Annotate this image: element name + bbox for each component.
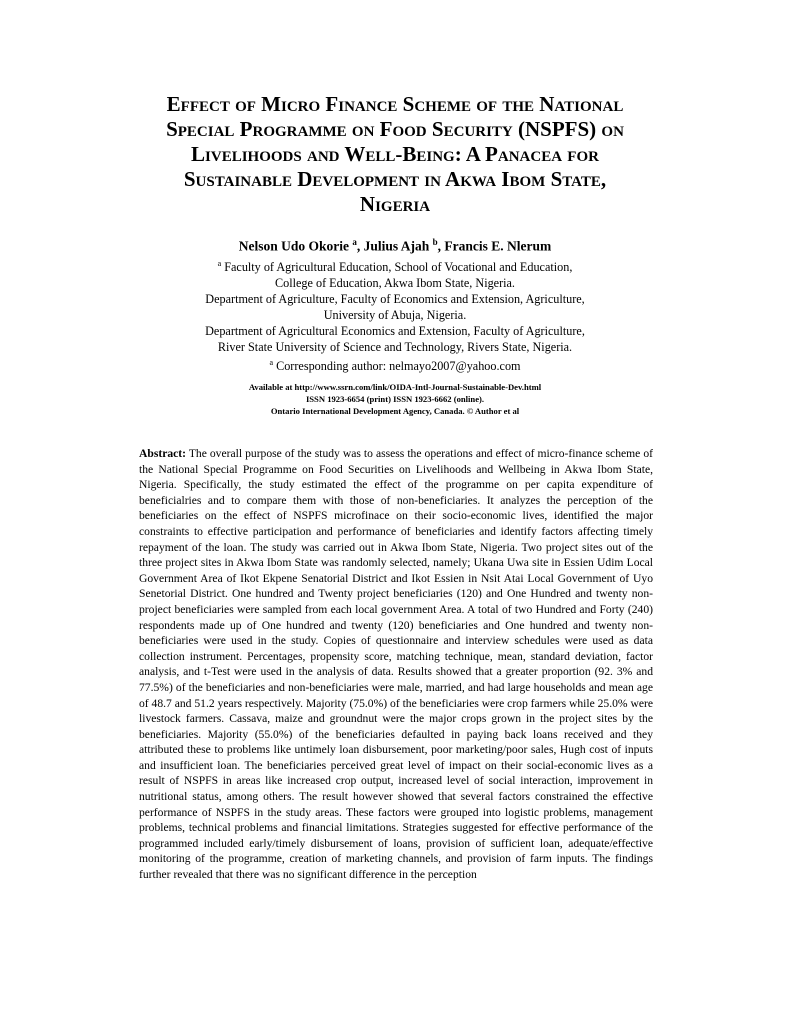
abstract-label: Abstract: <box>139 447 187 460</box>
author-affiliation-mark: b <box>432 237 438 247</box>
title-line: Nigeria <box>359 192 431 216</box>
abstract <box>139 446 653 883</box>
affiliation-line <box>100 256 690 275</box>
affiliation-line: River State University of Science and Technology, Rivers State, Nigeria. <box>217 340 573 355</box>
author-name: Julius Ajah <box>363 238 430 254</box>
author-name: Francis E. Nlerum <box>444 238 552 254</box>
title-line: Livelihoods and Well-Being: A Panacea for <box>191 142 599 166</box>
title-line: Special Programme on Food Security (NSPFS) on <box>166 117 624 141</box>
publisher-line: Ontario International Development Agency, Canada. © Author et al <box>270 406 520 416</box>
affiliation-text: Faculty of Agricultural Education, School of Vocational and Education, <box>221 260 573 275</box>
abstract-text: The overall purpose of the study was to assess the operations and effect of micro-finance scheme of the National Special Programme on Food Securities on Livelihoods and Wellbeing in Akwa Ibom State, Nigeria. Specifically, the study estimated the effect of the programme on per capita expenditure of beneficialries and to compare them with those of non-beneficiaries. It analyzes the perception of the beneficiaries on the effect of NSPFS microfinace on their socio-economic lives, identified the major constraints to effective participation and performance of beneficiaries and identify factors affecting timely repayment of the loan. The study was carried out in Akwa Ibom State, Nigeria. Two project sites out of the three project sites in Akwa Ibom State was randomly selected, namely; Ukana Uwa site in Essien Udim Local Government Area of Ikot Ekpene Senatorial District and Ikot Essien in Nsit Atai Local Government of Uyo Senetorial District. One hundred and Twenty project beneficiaries (120) and One Hundred and twenty non-project beneficiaries were sampled from each local government Area. A total of two Hundred and Forty (240) respondents made up of One hundred and twenty (120) beneficiaries and One hundred and twenty non-beneficiaries were used in the study. Copies of questionnaire and interview schedules were used as data collection instrument. Percentages, propensity score, matching technique, mean, standard deviation, factor analysis, and t-Test were used in the analysis of data. Results showed that a greater proportion (92. 3% and 77.5%) of the beneficiaries and non-beneficiaries were male, married, and had large households and mean age of 48.7 and 51.2 years respectively. Majority (75.0%) of the beneficiaries were crop farmers while 25.0% were livestock farmers. Cassava, maize and groundnut were the major crops grown in the project sites by the beneficiaries. Majority (55.0%) of the beneficiaries defaulted in paying back loans received and they attributed these to problems like untimely loan disbursement, poor marketing/poor sales, Hugh cost of inputs and insufficient loan. The beneficiaries perceived great level of impact on their social-economic lives as a result of NSPFS in areas like increased crop output, increased level of social interaction, improvement in nutritional status, among others. The result however showed that several factors constrained the effective performance of NSPFS in the study areas. These factors were grouped into logistic problems, management problems, technical problems and financial limitations. Strategies suggested for effective performance of the programmed included early/timely disbursement of loans, provision of sufficient loan, adequate/effective monitoring of the programme, creation of marketing channels, and provision of farm inputs. The findings further revealed that there was no significant difference in the perception <box>139 447 654 882</box>
corresponding-author <box>100 355 690 374</box>
affiliation-line: Department of Agricultural Economics and Extension, Faculty of Agriculture, <box>205 324 585 339</box>
affiliation-mark: a <box>269 358 274 368</box>
affiliations <box>100 256 690 374</box>
title-line: Sustainable Development in Akwa Ibom State, <box>183 167 607 191</box>
affiliation-line: College of Education, Akwa Ibom State, Nigeria. <box>275 276 515 291</box>
author-list <box>100 237 690 255</box>
title-line: Effect of Micro Finance Scheme of the National <box>166 92 624 116</box>
availability-url: Available at http://www.ssrn.com/link/OIDA-Intl-Journal-Sustainable-Dev.html <box>248 382 542 392</box>
paper-title <box>100 92 690 217</box>
affiliation-line: Department of Agriculture, Faculty of Economics and Extension, Agriculture, <box>205 292 585 307</box>
issn-line: ISSN 1923-6654 (print) ISSN 1923-6662 (online). <box>305 394 485 404</box>
affiliation-mark: a <box>217 259 222 268</box>
author-name: Nelson Udo Okorie <box>238 238 349 254</box>
affiliation-line: University of Abuja, Nigeria. <box>323 308 467 323</box>
author-separator: , <box>356 238 364 254</box>
author-separator: , <box>437 238 445 254</box>
author-affiliation-mark: a <box>352 237 357 247</box>
publication-info <box>100 381 690 417</box>
corresponding-author-text: Corresponding author: nelmayo2007@yahoo.com <box>273 359 521 374</box>
